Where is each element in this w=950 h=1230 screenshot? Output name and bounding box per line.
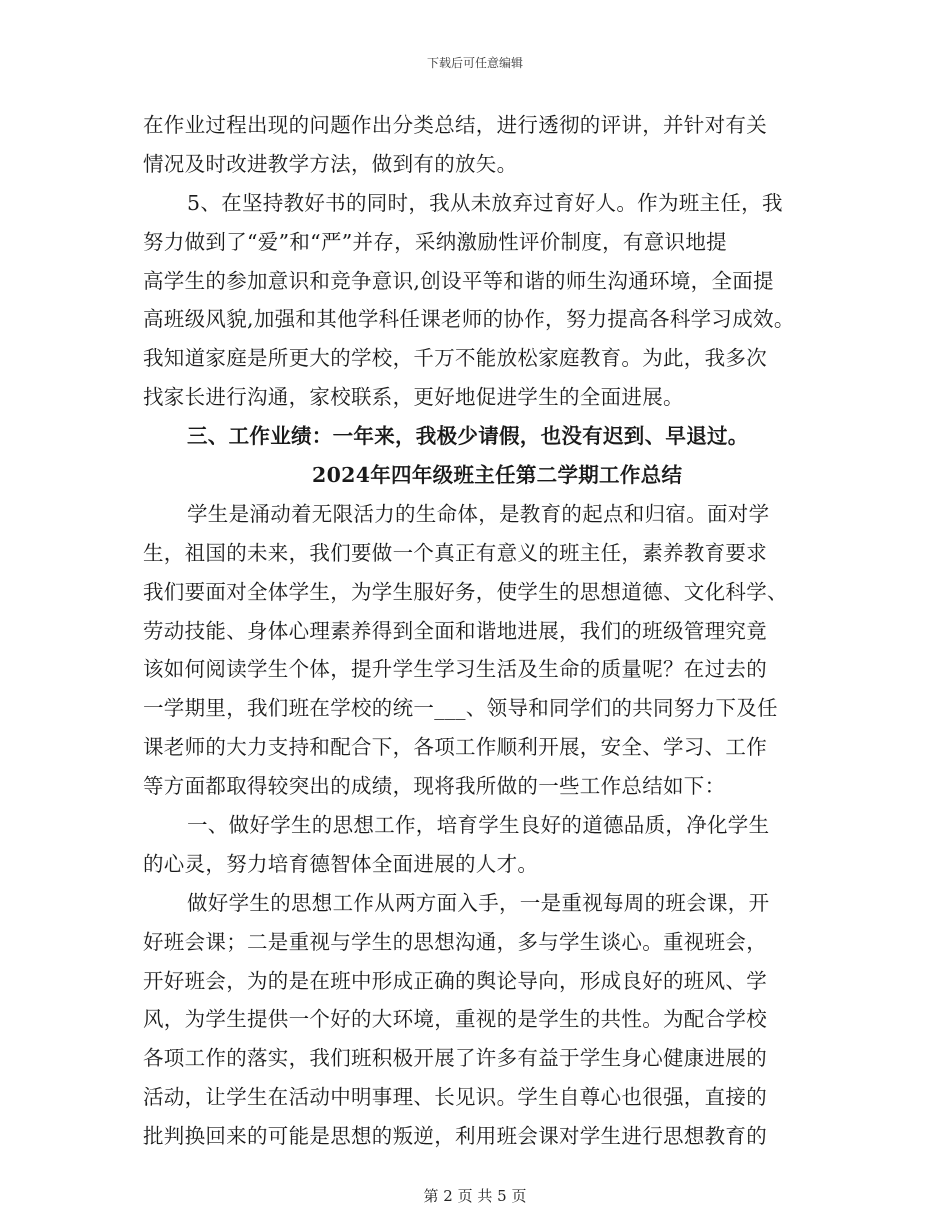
paragraph-line: 劳动技能、身体心理素养得到全面和谐地进展，我们的班级管理究竟 <box>143 618 767 643</box>
paragraph-line: 高学生的参加意识和竞争意识,创设平等和谐的师生沟通环境，全面提 <box>143 268 774 293</box>
paragraph-line: 生，祖国的未来，我们要做一个真正有意义的班主任，素养教育要求 <box>143 540 767 565</box>
paragraph-line: 5、在坚持教好书的同时，我从未放弃过育好人。作为班主任，我 <box>187 190 783 215</box>
document-body <box>143 106 815 1156</box>
paragraph-line: 一、做好学生的思想工作，培育学生良好的道德品质，净化学生 <box>187 813 770 838</box>
paragraph-line: 一学期里，我们班在学校的统一___、领导和同学们的共同努力下及任 <box>143 696 778 721</box>
paragraph-line: 我们要面对全体学生，为学生服好务，使学生的思想道德、文化科学、 <box>143 579 788 604</box>
paragraph-line: 我知道家庭是所更大的学校，千万不能放松家庭教育。为此，我多次 <box>143 346 767 371</box>
page-number: 第 2 页 共 5 页 <box>423 1187 527 1205</box>
paragraph-line: 情况及时改进教学方法，做到有的放矢。 <box>143 151 518 176</box>
paragraph-line: 各项工作的落实，我们班积极开展了许多有益于学生身心健康进展的 <box>143 1046 767 1071</box>
paragraph-line: 开好班会，为的是在班中形成正确的舆论导向，形成良好的班风、学 <box>143 968 767 993</box>
paragraph-line: 课老师的大力支持和配合下，各项工作顺利开展，安全、学习、工作 <box>143 735 767 760</box>
paragraph-line: 批判换回来的可能是思想的叛逆，利用班会课对学生进行思想教育的 <box>143 1124 767 1149</box>
paragraph-line: 该如何阅读学生个体，提升学生学习生活及生命的质量呢？在过去的 <box>143 657 767 682</box>
paragraph-line: 学生是涌动着无限活力的生命体，是教育的起点和归宿。面对学 <box>187 501 770 526</box>
paragraph-line: 等方面都取得较突出的成绩，现将我所做的一些工作总结如下： <box>143 774 726 799</box>
paragraph-line: 努力做到了“爱”和“严”并存，采纳激励性评价制度，有意识地提 <box>143 229 727 254</box>
paragraph-line: 活动，让学生在活动中明事理、长见识。学生自尊心也很强，直接的 <box>143 1085 767 1110</box>
paragraph-line: 好班会课；二是重视与学生的思想沟通，多与学生谈心。重视班会， <box>143 929 767 954</box>
paragraph-line: 做好学生的思想工作从两方面入手，一是重视每周的班会课，开 <box>187 890 770 915</box>
paragraph-line: 的心灵，努力培育德智体全面进展的人才。 <box>143 851 539 876</box>
paragraph-line: 高班级风貌,加强和其他学科任课老师的协作，努力提高各科学习成效。 <box>143 307 795 332</box>
paragraph-line: 风，为学生提供一个好的大环境，重视的是学生的共性。为配合学校 <box>143 1007 767 1032</box>
page-header: 下载后可任意编辑 <box>426 56 523 70</box>
section-heading: 三、工作业绩：一年来，我极少请假，也没有迟到、早退过。 <box>187 424 749 449</box>
paragraph-line: 找家长进行沟通，家校联系，更好地促进学生的全面进展。 <box>143 385 684 410</box>
document-title: 2024年四年级班主任第二学期工作总结 <box>312 463 683 488</box>
paragraph-line: 在作业过程出现的问题作出分类总结，进行透彻的评讲，并针对有关 <box>143 113 767 137</box>
